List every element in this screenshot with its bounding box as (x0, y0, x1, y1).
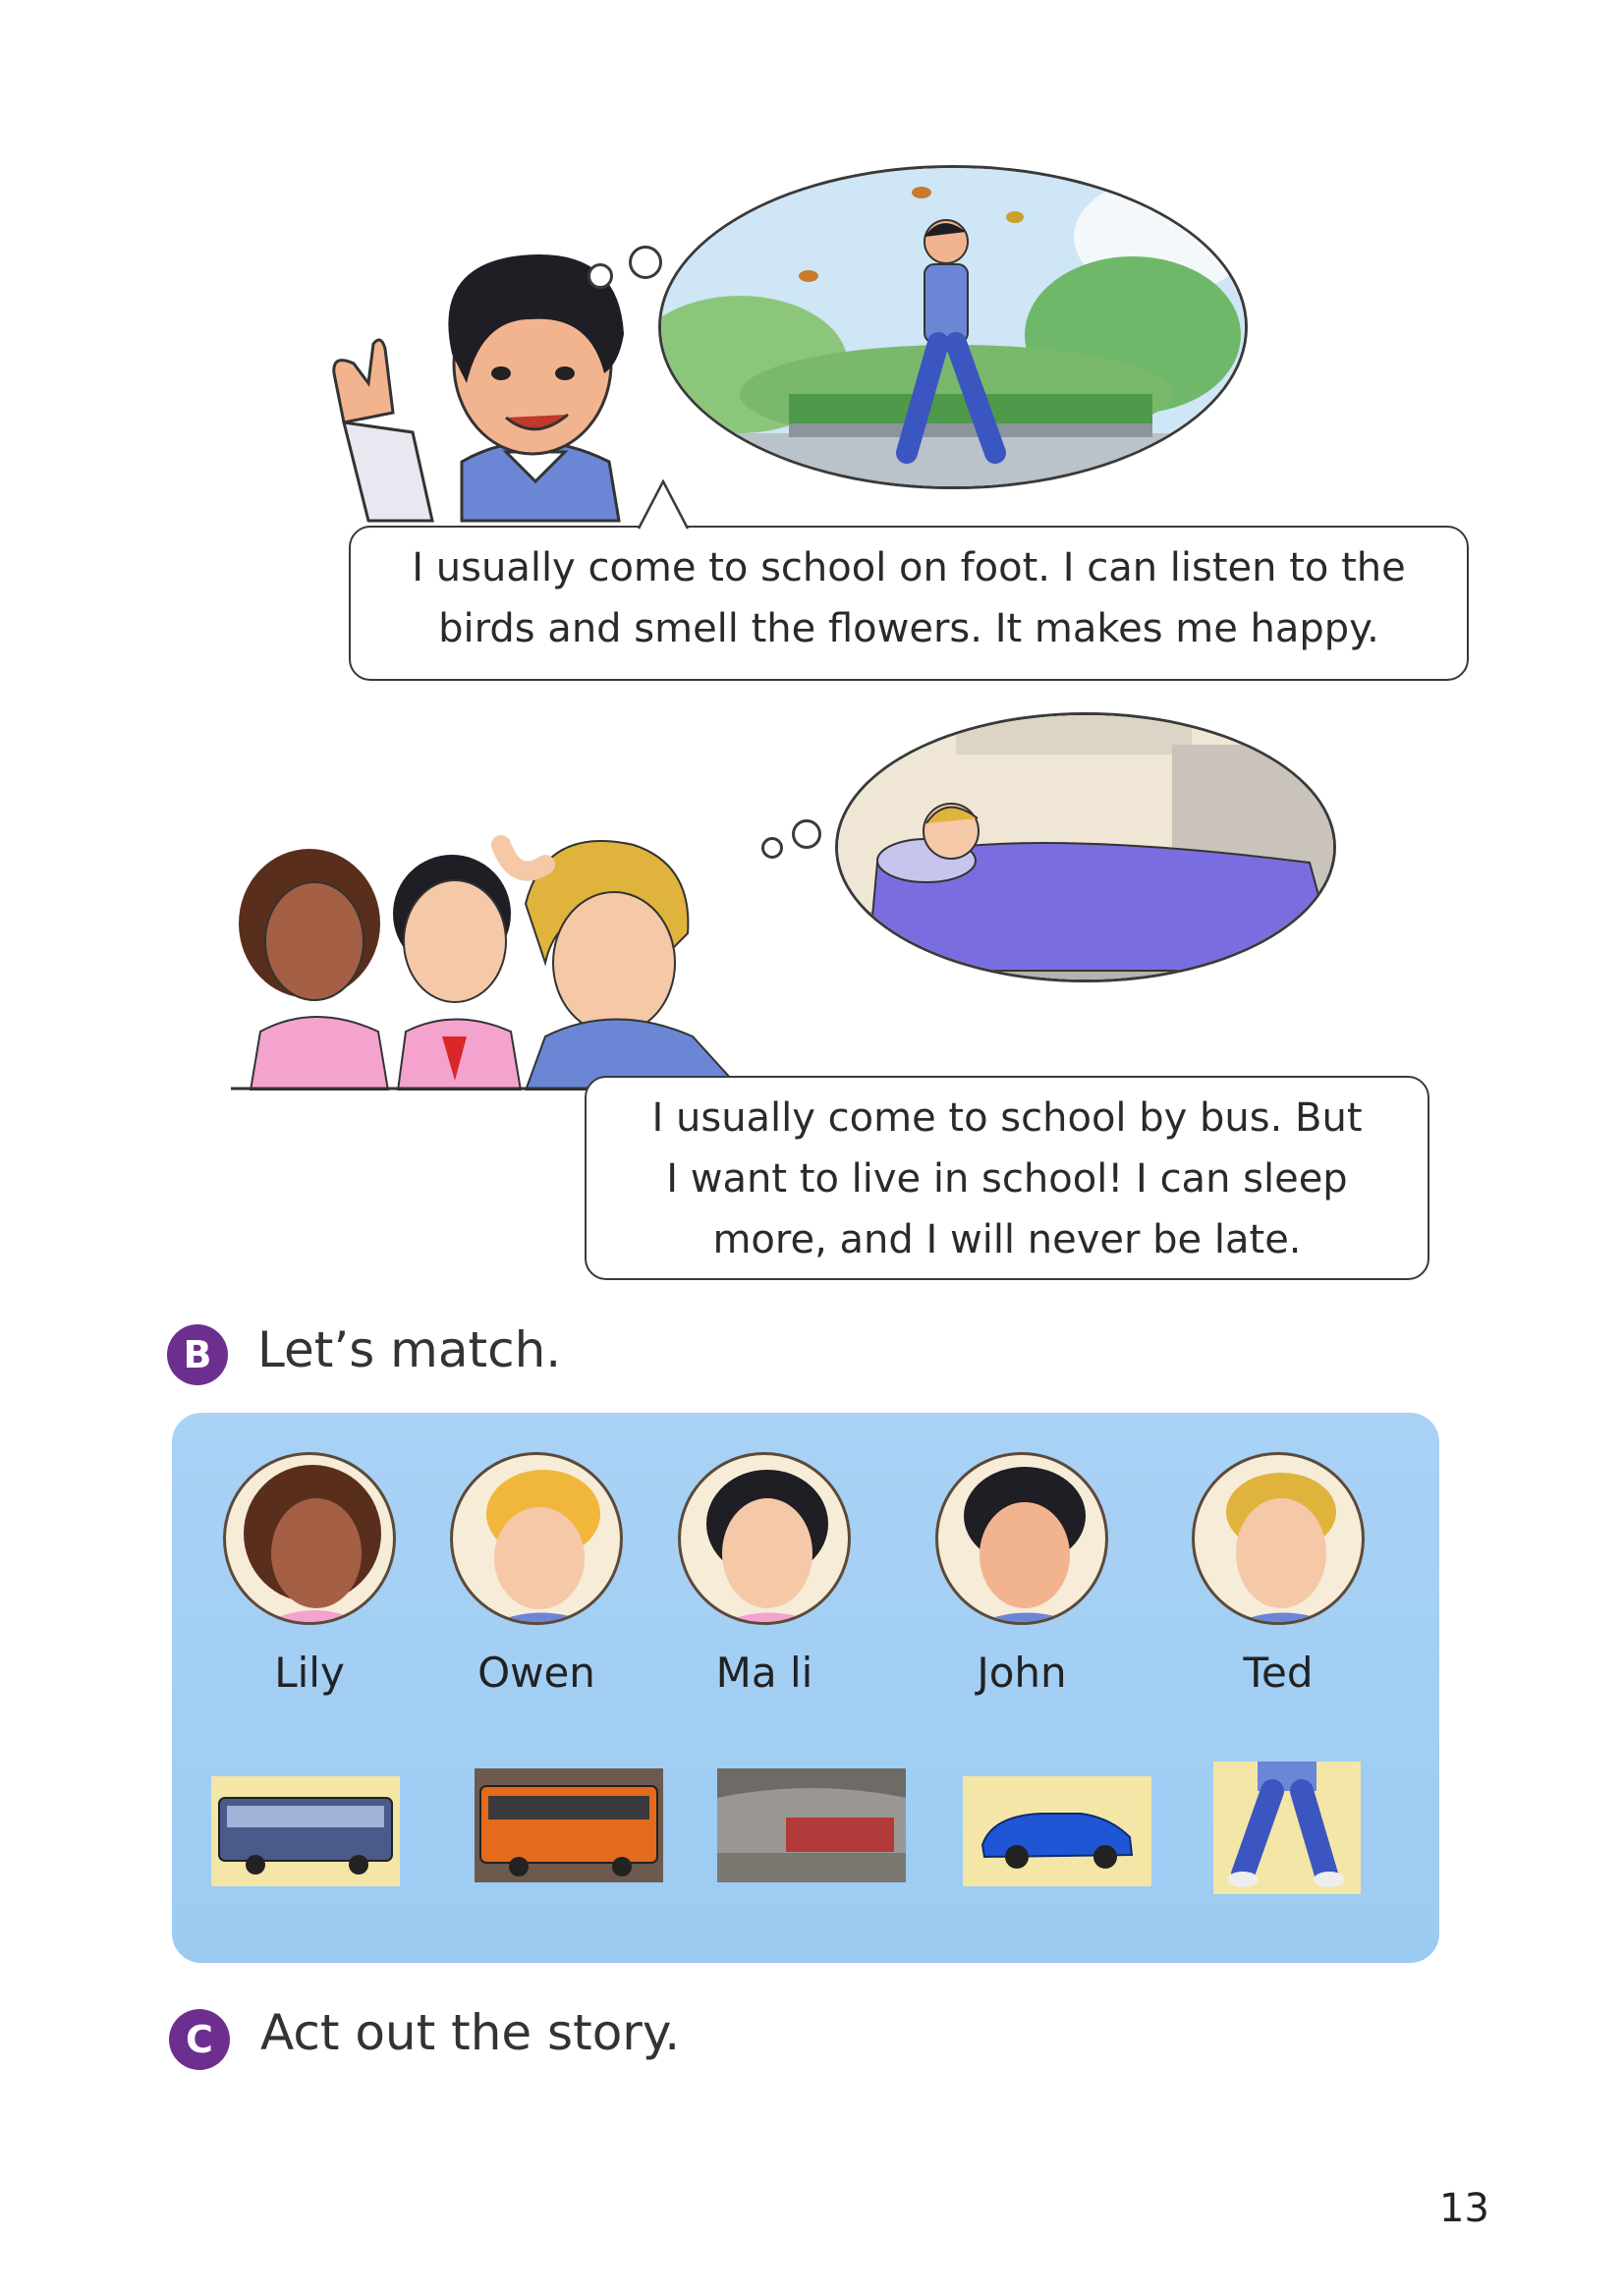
subway-train-photo[interactable] (717, 1768, 906, 1882)
speech-bubble-john (349, 526, 1469, 681)
portrait-john[interactable] (935, 1452, 1108, 1625)
name-owen: Owen (477, 1649, 595, 1697)
portrait-owen[interactable] (450, 1452, 623, 1625)
name-john: John (977, 1649, 1067, 1697)
section-b-badge: B (167, 1324, 228, 1385)
speech-bubble-tail (634, 479, 693, 531)
orange-bus-photo[interactable] (475, 1768, 663, 1882)
section-c-badge: C (169, 2009, 230, 2070)
portrait-lily[interactable] (223, 1452, 396, 1625)
bus-photo[interactable] (211, 1776, 400, 1886)
three-kids-illustration (231, 825, 879, 1091)
thought-bubble-walking (658, 165, 1248, 489)
name-ted: Ted (1243, 1649, 1314, 1697)
blue-car-icon[interactable] (963, 1776, 1151, 1886)
portrait-ted[interactable] (1192, 1452, 1365, 1625)
thought-bubble-sleeping (835, 712, 1336, 982)
match-panel (172, 1413, 1439, 1963)
section-c-title: Act out the story. (260, 2004, 681, 2061)
bubble1-line-2: birds and smell the flowers. It makes me happy. (438, 606, 1379, 651)
page-number: 13 (1439, 2186, 1489, 2231)
name-lily: Lily (274, 1649, 345, 1697)
name-ma-li: Ma li (715, 1649, 813, 1697)
section-b-title: Let’s match. (257, 1321, 562, 1378)
bubble2-line-3: more, and I will never be late. (712, 1217, 1302, 1262)
bubble2-line-1: I usually come to school by bus. But (651, 1095, 1363, 1141)
walking-legs-icon[interactable] (1213, 1762, 1361, 1894)
thought-dot-small-2 (761, 837, 783, 859)
thought-dot-small (588, 263, 613, 289)
portrait-ma-li[interactable] (678, 1452, 851, 1625)
thought-dot-large-2 (792, 819, 821, 849)
bubble1-line-1: I usually come to school on foot. I can listen to the (412, 545, 1406, 590)
thought-dot-large (629, 246, 662, 279)
bubble2-line-2: I want to live in school! I can sleep (666, 1156, 1348, 1202)
speech-bubble-ted (585, 1076, 1429, 1280)
